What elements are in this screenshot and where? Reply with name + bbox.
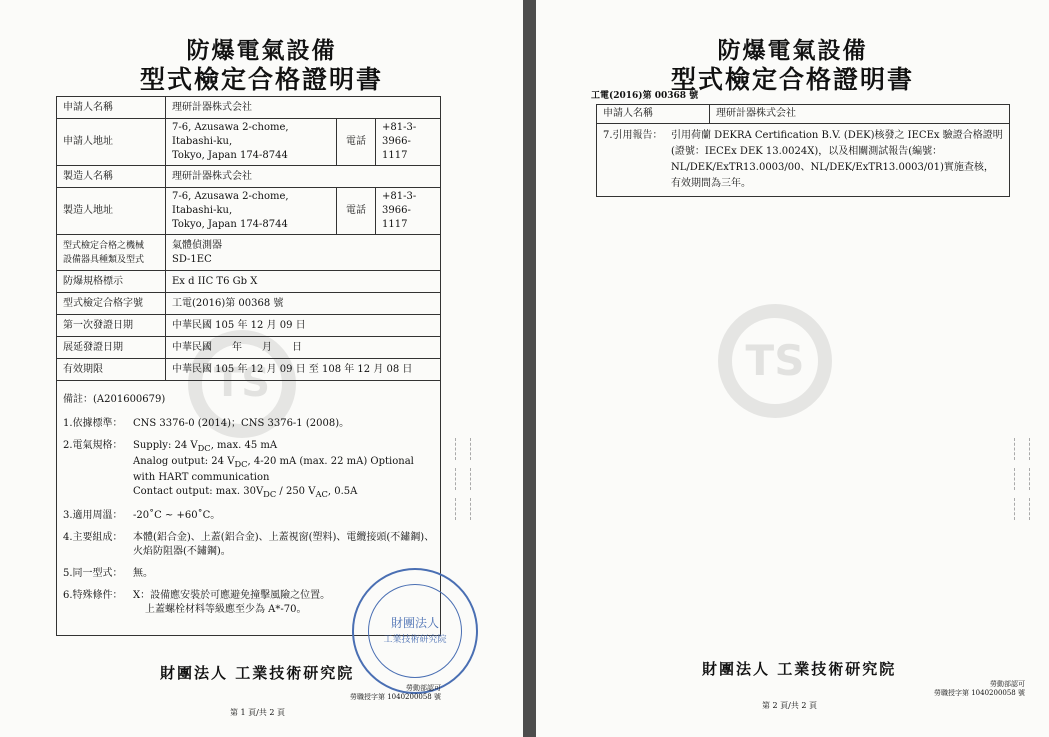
seal-text: 財團法人: [390, 616, 439, 630]
spec-text: Contact output: max. 30V: [133, 486, 264, 497]
approval-line: 勞動部認可: [406, 684, 441, 692]
issuer-org: 財團法人 工業技術研究院: [702, 660, 897, 678]
reference-item: [603, 128, 1003, 192]
spec-text: / 250 V: [276, 486, 316, 497]
address-line: Tokyo, Japan 174-8744: [172, 150, 288, 161]
phone-line: +81-3-3966-: [382, 122, 417, 147]
spec-line: [133, 455, 438, 485]
label: 申請人地址: [57, 119, 166, 166]
reference-cell: [597, 124, 1010, 197]
perforation-mark: [1014, 498, 1030, 520]
address-value: [166, 188, 337, 235]
label: [57, 235, 166, 271]
label: 型式檢定合格字號: [57, 293, 166, 315]
remark-value: CNS 3376-0 (2014)；CNS 3376-1 (2008)。: [133, 418, 350, 429]
address-value: [166, 119, 337, 166]
label: 製造人名稱: [57, 166, 166, 188]
phone-value: [376, 188, 441, 235]
remark-value: [133, 439, 438, 501]
label-line: 型式檢定合格之機械: [63, 240, 145, 251]
condition-line: 上蓋螺栓材料等級應至少為 A*-70。: [145, 604, 307, 615]
issuer-org: 財團法人 工業技術研究院: [160, 664, 355, 682]
spec-sub: DC: [234, 459, 248, 469]
spec-line: [133, 485, 438, 501]
page-divider: [523, 0, 536, 737]
reference-label: 7.引用報告：: [603, 130, 663, 141]
phone-line: 1117: [382, 150, 408, 161]
remark-item: [63, 509, 438, 523]
seal-subtext: 工業技術研究院: [383, 635, 447, 645]
remark-item: [63, 417, 438, 431]
phone-line: 1117: [382, 219, 408, 230]
spec-text: Supply: 24 V: [133, 440, 198, 451]
seal-inner-ring: [368, 584, 462, 678]
remark-item: [63, 439, 438, 501]
perforation-mark: [455, 468, 471, 490]
spec-sub: AC: [315, 489, 328, 499]
page-title-line1: 防爆電氣設備: [186, 37, 337, 64]
remark-key: 3.適用周溫：: [63, 510, 123, 521]
phone-label: 電話: [337, 119, 376, 166]
ministry-approval: [350, 684, 441, 702]
spec-line: [133, 439, 438, 455]
official-seal: [352, 568, 478, 694]
value-line: 氣體偵測器: [172, 239, 222, 251]
value: 中華民國 年 月 日: [166, 337, 441, 359]
value: 中華民國 105 年 12 月 09 日: [166, 315, 441, 337]
value: 理研計器株式会社: [166, 166, 441, 188]
perforation-mark: [1014, 468, 1030, 490]
approval-line: 勞動部認可: [990, 680, 1025, 688]
remark-key: 1.依據標準：: [63, 418, 123, 429]
address-line: 7-6, Azusawa 2-chome, Itabashi-ku,: [172, 191, 289, 216]
address-line: Tokyo, Japan 174-8744: [172, 219, 288, 230]
value: 理研計器株式会社: [710, 105, 1010, 124]
value: [166, 235, 441, 271]
phone-value: [376, 119, 441, 166]
label: 申請人名稱: [57, 97, 166, 119]
remark-value: 無。: [133, 568, 153, 579]
page-title-line2: 型式檢定合格證明書: [139, 65, 383, 94]
address-line: 7-6, Azusawa 2-chome, Itabashi-ku,: [172, 122, 289, 147]
value: 中華民國 105 年 12 月 09 日 至 108 年 12 月 08 日: [166, 359, 441, 381]
remark-key: 2.電氣規格：: [63, 440, 123, 451]
remark-key: 4.主要組成：: [63, 532, 123, 543]
remark-value: -20˚C ~ +60˚C。: [133, 510, 221, 521]
certificate-page-1: [0, 0, 523, 737]
label: 防爆規格標示: [57, 271, 166, 293]
phone-line: +81-3-3966-: [382, 191, 417, 216]
reference-table: [596, 104, 1010, 197]
remark-item: [63, 531, 438, 559]
perforation-mark: [1014, 438, 1030, 460]
spec-text: Analog output: 24 V: [133, 456, 235, 467]
remark-value: 本體(鋁合金)、上蓋(鋁合金)、上蓋視窗(塑料)、電纜接頭(不鏽鋼)、火焰防阻器(不鏽鋼)。: [133, 532, 435, 557]
certificate-page-2: [536, 0, 1049, 737]
value-line: SD-1EC: [172, 253, 212, 265]
label: 第一次發證日期: [57, 315, 166, 337]
perforation-mark: [455, 438, 471, 460]
spec-text: , max. 45 mA: [210, 440, 278, 451]
certificate-number: 工電(2016)第 00368 號: [591, 91, 699, 101]
value: Ex d IIC T6 Gb X: [166, 271, 441, 293]
label: 申請人名稱: [597, 105, 710, 124]
label: 製造人地址: [57, 188, 166, 235]
value: 理研計器株式会社: [166, 97, 441, 119]
spec-text: , 0.5A: [327, 486, 358, 497]
remark-key: 5.同一型式：: [63, 568, 123, 579]
label: 展延發證日期: [57, 337, 166, 359]
watermark-logo: TS: [188, 330, 296, 438]
perforation-mark: [455, 498, 471, 520]
remarks-header: 備註：(A201600679): [63, 394, 166, 405]
phone-label: 電話: [337, 188, 376, 235]
spec-sub: DC: [197, 443, 211, 453]
spec-sub: DC: [263, 489, 277, 499]
value: 工電(2016)第 00368 號: [166, 293, 441, 315]
label-line: 設備器具種類及型式: [63, 254, 145, 265]
page-number: 第 2 頁/共 2 頁: [762, 701, 818, 710]
page-number: 第 1 頁/共 2 頁: [230, 708, 286, 717]
ministry-approval: [934, 680, 1025, 698]
spec-text: , 4-20 mA (max. 22 mA) Optional with HART communication: [133, 456, 414, 483]
label: 有效期限: [57, 359, 166, 381]
page-title-line2: 型式檢定合格證明書: [670, 65, 914, 94]
reference-text: 引用荷蘭 DEKRA Certification B.V. (DEK)核發之 IECEx 驗證合格證明(證號：IECEx DEK 13.0024X)，以及相關測試報告(編號：NL/DEK/ExTR13.0003/00、NL/DEK/ExTR13.0003/01)實施查核，有效期間為三年。: [671, 130, 1003, 189]
condition-line: X：設備應安裝於可應避免撞擊風險之位置。: [133, 590, 331, 601]
approval-line: 勞職授字第 1040200058 號: [350, 693, 441, 701]
remark-key: 6.特殊條件：: [63, 590, 123, 601]
page-title-line1: 防爆電氣設備: [717, 37, 868, 64]
approval-line: 勞職授字第 1040200058 號: [934, 689, 1025, 697]
watermark-logo: TS: [718, 304, 832, 418]
